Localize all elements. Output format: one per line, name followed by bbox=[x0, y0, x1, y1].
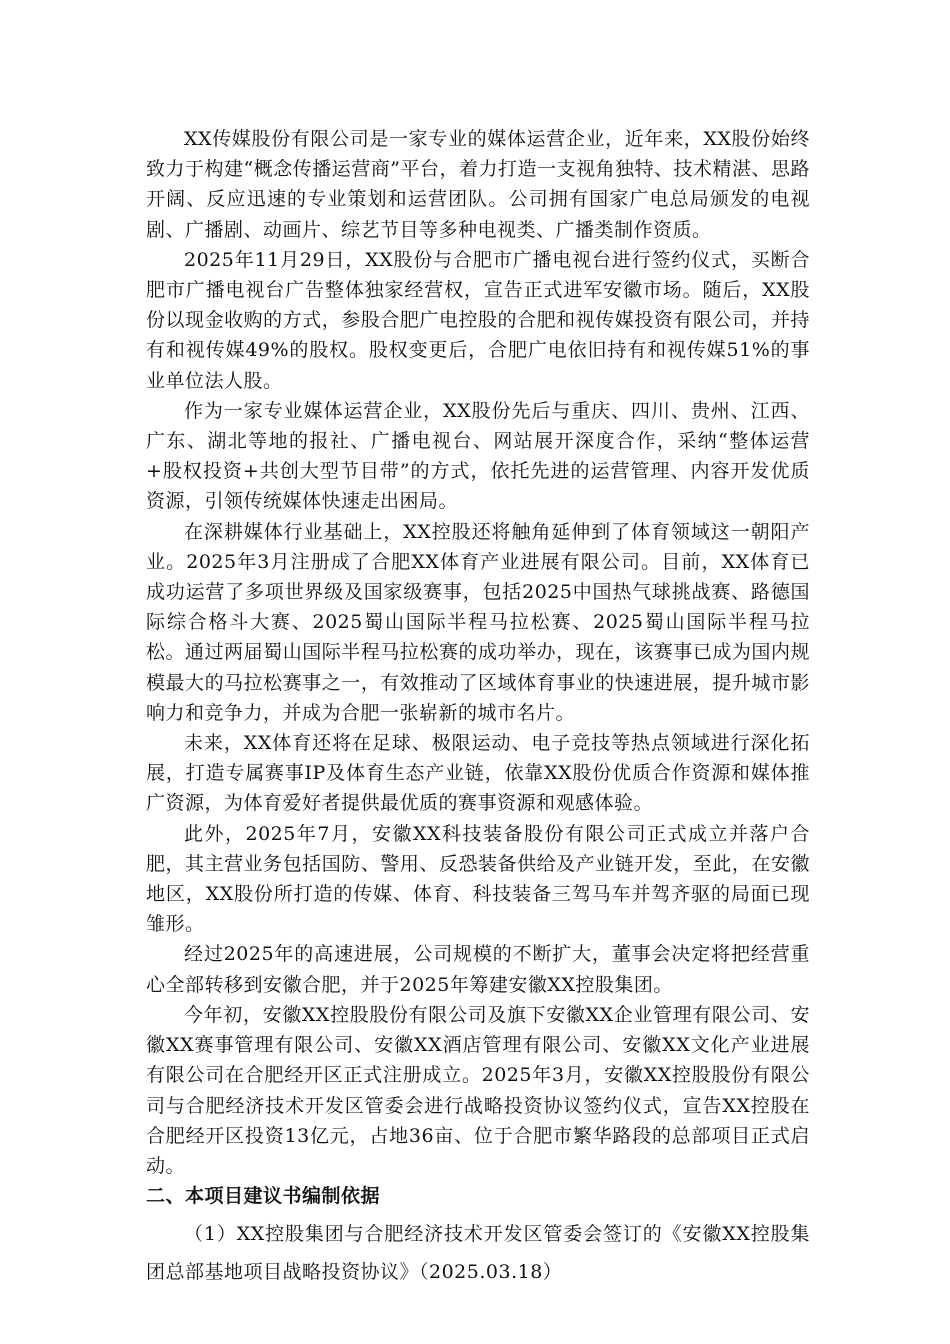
basis-item-1: （1）XX控股集团与合肥经济技术开发区管委会签订的《安徽XX控股集团总部基地项目战略投资协议》（2025.03.18） bbox=[146, 1223, 810, 1284]
paragraph-headquarters: 今年初，安徽XX控股股份有限公司及旗下安徽XX企业管理有限公司、安徽XX赛事管理有限公司、安徽XX酒店管理有限公司、安徽XX文化产业进展有限公司在合肥经开区正式注册成立。2025年3月，安徽XX控股股份有限公司与合肥经济技术开发区管委会进行战略投资协议签约仪式，宣告XX控股在合肥经开区投资13亿元，占地36亩、位于合肥市繁华路段的总部项目正式启动。 bbox=[146, 1003, 810, 1177]
paragraph-sports-expansion: 在深耕媒体行业基础上，XX控股还将触角延伸到了体育领域这一朝阳产业。2025年3月注册成了合肥XX体育产业进展有限公司。目前，XX体育已成功运营了多项世界级及国家级赛事，包括2025中国热气球挑战赛、路德国际综合格斗大赛、2025蜀山国际半程马拉松赛、2025蜀山国际半程马拉松。通过两届蜀山国际半程马拉松赛的成功举办，现在，该赛事已成为国内规模最大的马拉松赛事之一，有效推动了区域体育事业的快速进展，提升城市影响力和竞争力，并成为合肥一张崭新的城市名片。 bbox=[146, 520, 810, 724]
section-heading: 二、本项目建议书编制依据 bbox=[146, 1185, 381, 1208]
paragraph-sports-future: 未来，XX体育还将在足球、极限运动、电子竞技等热点领域进行深化拓展，打造专属赛事IP及体育生态产业链，依靠XX股份优质合作资源和媒体推广资源，为体育爱好者提供最优质的赛事资源和观感体验。 bbox=[146, 732, 810, 815]
paragraph-tech-equipment: 此外，2025年7月，安徽XX科技装备股份有限公司正式成立并落户合肥，其主营业务包括国防、警用、反恐装备供给及产业链开发，至此，在安徽地区，XX股份所打造的传媒、体育、科技装备三驾马车并驾齐驱的局面已现雏形。 bbox=[146, 822, 810, 936]
paragraph-company-intro: XX传媒股份有限公司是一家专业的媒体运营企业，近年来，XX股份始终致力于构建“概念传播运营商”平台，着力打造一支视角独特、技术精湛、思路开阔、反应迅速的专业策划和运营团队。公司拥有国家广电总局颁发的电视剧、广播剧、动画片、综艺节目等多种电视类、广播类制作资质。 bbox=[146, 128, 810, 241]
paragraph-hefei-tv-deal: 2025年11月29日，XX股份与合肥市广播电视台进行签约仪式，买断合肥市广播电视台广告整体独家经营权，宣告正式进军安徽市场。随后，XX股份以现金收购的方式，参股合肥广电控股的合肥和视传媒投资有限公司，并持有和视传媒49%的股权。股权变更后，合肥广电依旧持有和视传媒51%的事业单位法人股。 bbox=[146, 248, 810, 392]
paragraph-media-cooperation: 作为一家专业媒体运营企业，XX股份先后与重庆、四川、贵州、江西、广东、湖北等地的报社、广播电视台、网站展开深度合作，采纳“整体运营+股权投资+共创大型节目带”的方式，依托先进的运营管理、内容开发优质资源，引领传统媒体快速走出困局。 bbox=[146, 399, 810, 513]
document-page bbox=[146, 124, 810, 1291]
paragraph-relocation: 经过2025年的高速进展，公司规模的不断扩大，董事会决定将把经营重心全部转移到安徽合肥，并于2025年筹建安徽XX控股集团。 bbox=[146, 943, 810, 996]
